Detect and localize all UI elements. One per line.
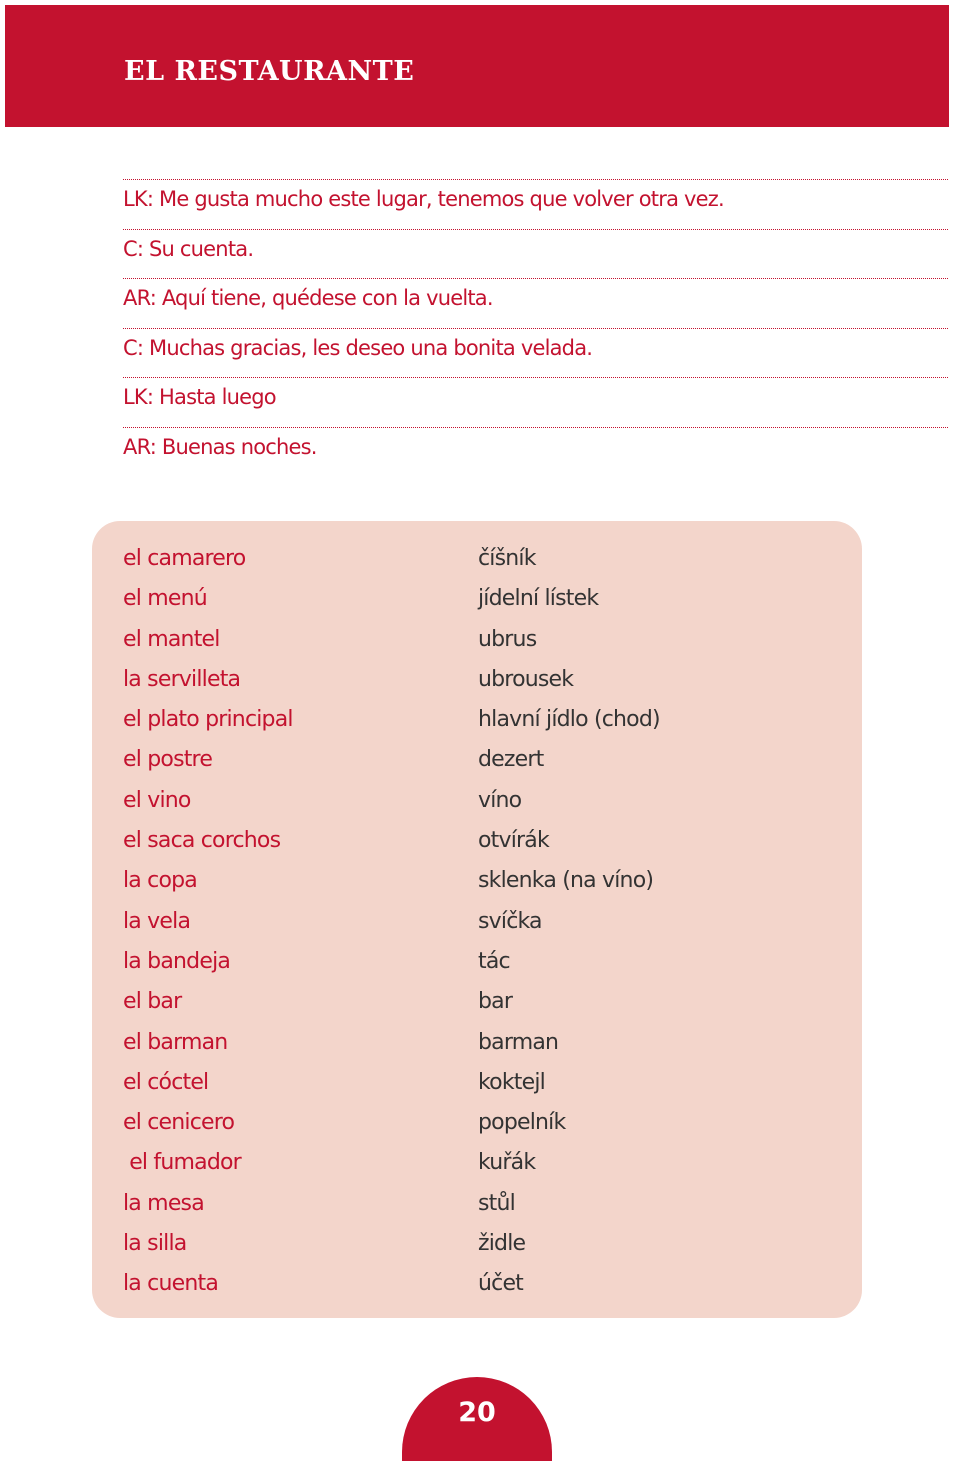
spanish-term: el fumador [123,1150,241,1176]
spanish-term: la vela [123,908,191,934]
spanish-term: el plato principal [123,707,293,733]
czech-translation: sklenka (na víno) [478,868,654,894]
czech-translation: svíčka [478,908,542,934]
dialogue-line: LK: Hasta luego [123,377,948,427]
spanish-term: la mesa [123,1190,204,1216]
czech-translation: barman [478,1029,559,1055]
dialogue-line: C: Su cuenta. [123,229,948,279]
page-title: EL RESTAURANTE [124,56,415,87]
spanish-term: la servilleta [123,666,241,692]
czech-translation: bar [478,989,513,1015]
czech-translation: židle [478,1231,526,1257]
czech-translation: ubrousek [478,666,574,692]
spanish-term: el saca corchos [123,828,281,854]
czech-translation: číšník [478,546,536,571]
spanish-term: la silla [123,1231,187,1257]
spanish-term: el menú [123,586,207,612]
dialogue-line: C: Muchas gracias, les deseo una bonita velada. [123,328,948,378]
czech-translation: dezert [478,747,544,773]
czech-translation: ubrus [478,626,537,652]
spanish-term: el camarero [123,546,246,571]
dialogue-line: AR: Aquí tiene, quédese con la vuelta. [123,278,948,328]
czech-translation: kuřák [478,1150,536,1176]
czech-translation: jídelní lístek [478,586,599,612]
header-banner [5,5,949,127]
czech-translation: otvírák [478,828,549,854]
page-number: 20 [458,1397,496,1428]
czech-translation: tác [478,948,510,974]
czech-translation: popelník [478,1110,566,1136]
spanish-term: el barman [123,1029,228,1055]
spanish-term: el cóctel [123,1069,209,1095]
dialogue-line: AR: Buenas noches. [123,427,948,477]
spanish-term: la cuenta [123,1271,219,1297]
vocabulary-box [92,521,862,1318]
dialogue-line: LK: Me gusta mucho este lugar, tenemos que volver otra vez. [123,179,948,229]
page-number-tab [402,1377,552,1461]
spanish-term: el vino [123,787,191,813]
czech-translation: účet [478,1271,524,1297]
czech-translation: víno [478,787,522,813]
spanish-term: el mantel [123,626,220,652]
spanish-term: el cenicero [123,1110,235,1136]
dialogue-list [123,179,948,476]
czech-translation: hlavní jídlo (chod) [478,707,660,733]
spanish-term: el postre [123,747,213,773]
czech-translation: koktejl [478,1069,545,1095]
spanish-term: el bar [123,989,182,1015]
spanish-term: la copa [123,868,197,894]
czech-translation: stůl [478,1190,515,1216]
spanish-term: la bandeja [123,948,231,974]
